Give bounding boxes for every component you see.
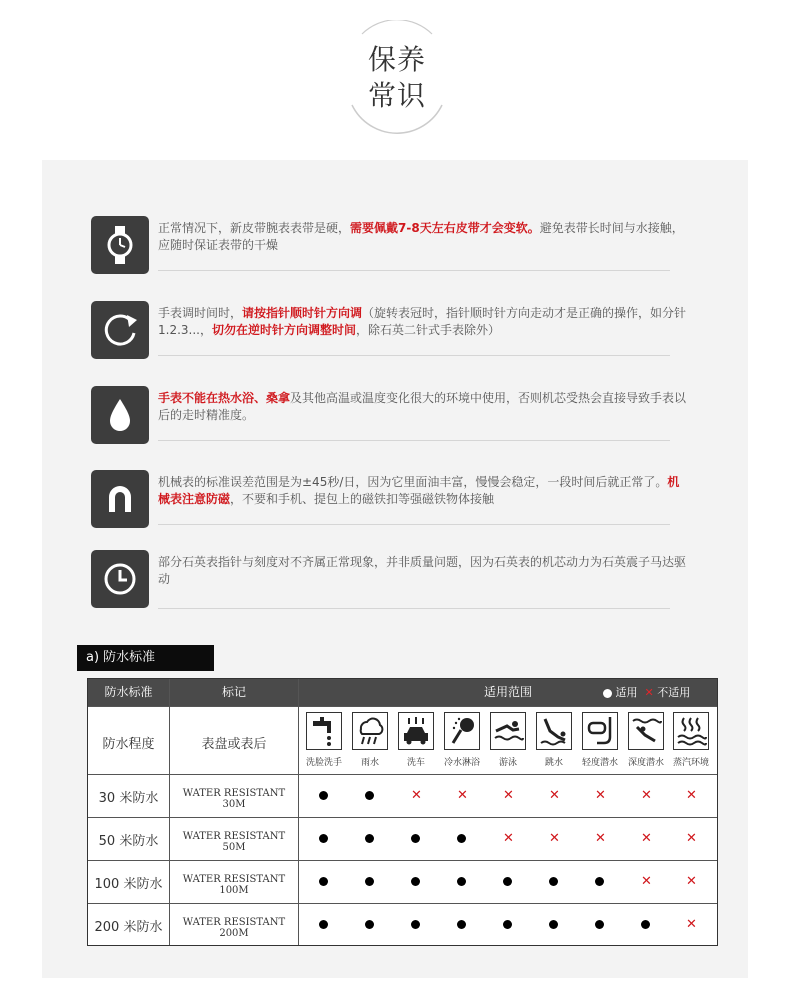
clock-icon	[91, 550, 149, 608]
suitable-dot-icon	[457, 834, 466, 843]
unsuitable-cross-icon: ✕	[595, 788, 606, 803]
tip-segment: ，不要和手机、提包上的磁铁扣等强磁铁物体接触	[230, 492, 495, 506]
suitable-dot-icon	[365, 791, 374, 800]
deep-dive-icon	[628, 712, 664, 750]
page-title	[340, 20, 454, 134]
legend-no: 不适用	[657, 686, 691, 699]
activity-label: 洗车	[406, 758, 425, 768]
resistance-mark: WATER RESISTANT 30M	[182, 788, 286, 810]
depth-level: 30 米防水	[98, 791, 159, 806]
row-separator	[88, 774, 717, 775]
unsuitable-cross-icon: ✕	[686, 874, 697, 889]
water-drop-icon	[91, 386, 149, 444]
tip-highlight: 切勿在逆时针方向调整时间	[211, 323, 356, 337]
suitable-dot-icon	[411, 877, 420, 886]
header-mark: 标记	[170, 679, 298, 706]
suitable-dot-icon	[549, 920, 558, 929]
unsuitable-cross-icon: ✕	[686, 917, 697, 932]
suitable-dot-icon	[319, 791, 328, 800]
watch-icon	[91, 216, 149, 274]
suitable-dot-icon	[365, 877, 374, 886]
section-title: a) 防水标准	[77, 645, 214, 671]
row0-col1: 防水程度	[102, 737, 155, 752]
tip-text	[158, 220, 688, 254]
tip-text	[158, 474, 688, 508]
resistance-mark: WATER RESISTANT 200M	[182, 917, 286, 939]
unsuitable-cross-icon: ✕	[549, 788, 560, 803]
steam-icon	[673, 712, 709, 750]
suitable-dot-icon	[457, 920, 466, 929]
activity-label: 轻度潜水	[581, 758, 618, 768]
suitable-dot-icon	[503, 877, 512, 886]
title-line-1: 保养	[367, 43, 426, 76]
suitable-dot-icon	[595, 877, 604, 886]
tip-divider	[158, 270, 670, 271]
unsuitable-cross-icon: ✕	[503, 831, 514, 846]
unsuitable-cross-icon: ✕	[686, 788, 697, 803]
suitable-dot-icon	[641, 920, 650, 929]
swimming-icon	[490, 712, 526, 750]
unsuitable-cross-icon: ✕	[503, 788, 514, 803]
tip-highlight: 需要佩戴7-8天左右皮带才会变软。	[350, 221, 540, 235]
tip-segment: 手表调时间时，	[158, 306, 243, 320]
unsuitable-cross-icon: ✕	[686, 831, 697, 846]
suitable-dot-icon	[319, 877, 328, 886]
unsuitable-cross-icon: ✕	[411, 788, 422, 803]
activity-label: 雨水	[360, 758, 379, 768]
depth-level: 200 米防水	[94, 920, 163, 935]
legend-dot-icon	[603, 689, 612, 698]
row-separator	[88, 706, 717, 707]
tip-highlight: 手表不能在热水浴、桑拿	[158, 391, 291, 405]
diving-icon	[536, 712, 572, 750]
tip-segment: 机械表的标准误差范围是为±45秒/日，因为它里面油丰富，慢慢会稳定，一段时间后就正常了。	[158, 475, 668, 489]
activity-label: 蒸汽环境	[672, 758, 709, 768]
tip-segment: 避免表带长时间与水接触，应随时保证表带的干燥	[158, 221, 684, 252]
tip-segment: 及其他高温或温度变化很大的环境中使用，否则机芯受热会直接导致手表以后的走时精准度。	[158, 391, 687, 422]
activity-label: 深度潜水	[627, 758, 664, 768]
unsuitable-cross-icon: ✕	[595, 831, 606, 846]
tip-segment: 正常情况下，新皮带腕表表带是硬，	[158, 221, 351, 235]
suitable-dot-icon	[319, 834, 328, 843]
depth-level: 50 米防水	[98, 834, 159, 849]
header-scope-label: 适用范围	[483, 685, 532, 699]
activity-label: 冷水淋浴	[443, 758, 480, 768]
tip-divider	[158, 440, 670, 441]
suitable-dot-icon	[319, 920, 328, 929]
water-resistance-table	[87, 678, 718, 946]
row-separator	[88, 817, 717, 818]
snorkel-icon	[582, 712, 618, 750]
tip-segment: 部分石英表指针与刻度对不齐属正常现象，并非质量问题，因为石英表的机芯动力为石英震子马达驱动	[158, 555, 687, 586]
tip-divider	[158, 608, 670, 609]
legend	[603, 679, 713, 706]
suitable-dot-icon	[549, 877, 558, 886]
suitable-dot-icon	[595, 920, 604, 929]
unsuitable-cross-icon: ✕	[641, 788, 652, 803]
unsuitable-cross-icon: ✕	[641, 831, 652, 846]
tip-text	[158, 305, 688, 339]
legend-yes: 适用	[615, 686, 638, 699]
shower-icon	[444, 712, 480, 750]
car-wash-icon	[398, 712, 434, 750]
tip-segment: （旋转表冠时，指针顺时针方向走动才是正确的操作，如分针1.2.3...，	[158, 306, 687, 337]
tip-highlight: 请按指针顺时针方向调	[242, 306, 363, 320]
tip-divider	[158, 524, 670, 525]
suitable-dot-icon	[411, 920, 420, 929]
row-separator	[88, 860, 717, 861]
activity-label: 跳水	[544, 758, 563, 768]
activity-label: 游泳	[498, 758, 517, 768]
magnet-icon	[91, 470, 149, 528]
row0-col2: 表盘或表后	[201, 737, 267, 752]
header-standard: 防水标准	[88, 679, 169, 706]
tip-text	[158, 554, 688, 588]
faucet-icon	[306, 712, 342, 750]
col-separator	[298, 679, 299, 945]
resistance-mark: WATER RESISTANT 100M	[182, 874, 286, 896]
suitable-dot-icon	[411, 834, 420, 843]
legend-cross-icon: ✕	[644, 686, 654, 699]
depth-level: 100 米防水	[94, 877, 163, 892]
unsuitable-cross-icon: ✕	[457, 788, 468, 803]
tip-text	[158, 390, 688, 424]
title-line-2: 常识	[367, 79, 426, 112]
suitable-dot-icon	[503, 920, 512, 929]
suitable-dot-icon	[457, 877, 466, 886]
rotate-icon	[91, 301, 149, 359]
activity-label: 洗脸洗手	[305, 758, 342, 768]
col-separator	[169, 679, 170, 945]
suitable-dot-icon	[365, 920, 374, 929]
unsuitable-cross-icon: ✕	[641, 874, 652, 889]
tip-segment: ，除石英二针式手表除外）	[356, 323, 501, 337]
rain-icon	[352, 712, 388, 750]
resistance-mark: WATER RESISTANT 50M	[182, 831, 286, 853]
row-separator	[88, 903, 717, 904]
tip-divider	[158, 355, 670, 356]
tip-highlight: 机械表注意防磁	[158, 475, 680, 506]
suitable-dot-icon	[365, 834, 374, 843]
unsuitable-cross-icon: ✕	[549, 831, 560, 846]
